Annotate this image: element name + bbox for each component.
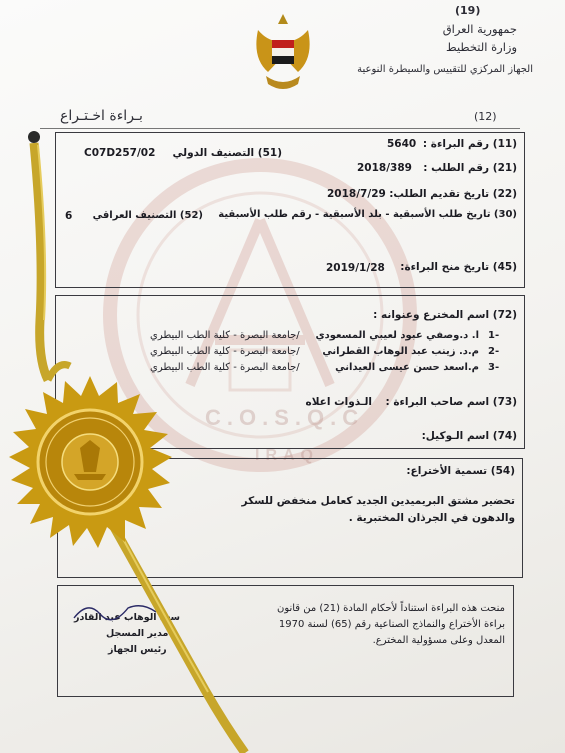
- header-ministry: وزارة التخطيط: [446, 40, 517, 54]
- intl-class-label: (51) التصنيف الدولي: [172, 147, 282, 159]
- inventor-1-name: ا. د.وصفي عبود لعيبي المسعودي: [315, 330, 479, 341]
- signature-name: سعد الوهاب عبد القادر: [74, 612, 181, 623]
- watermark-text: C.O.S.Q.C: [205, 405, 365, 430]
- filing-date-label: (22) تاريخ تقديم الطلب:: [389, 188, 517, 200]
- application-number: 2018/389: [357, 162, 412, 174]
- inventor-3-number: -3: [488, 362, 500, 373]
- priority-line: (30) تاريخ طلب الأسبقية - بلد الأسبقية - رقم طلب الأسبقية: [218, 209, 517, 220]
- document-title: بـراءة اخـتـراع: [60, 108, 143, 124]
- filing-date: 2018/7/29: [327, 188, 386, 200]
- invention-title-line-1: تحضير مشتق البريميدين الجديد كعامل منخفض للسكر: [241, 495, 515, 507]
- intl-class: C07D257/02: [84, 147, 156, 159]
- iraqi-class-label: (52) التصنيف العراقي: [92, 210, 203, 221]
- owner-value: الـذوات اعلاه: [305, 396, 372, 408]
- application-number-label: (21) رقم الطلب :: [423, 162, 517, 174]
- grant-text-line-2: براءة الأختراع والنماذج الصناعية رقم (65) لسنة 1970: [278, 619, 505, 630]
- owner-label: (73) اسم صاحب البراءة :: [385, 396, 517, 408]
- document-code: (12): [474, 110, 497, 123]
- inventor-2-address: /جامعة البصرة - كلية الطب البيطري: [150, 346, 300, 357]
- iraqi-class: 6: [65, 210, 73, 222]
- grant-text-line-3: المعدل وعلى مسؤولية المخترع.: [372, 635, 505, 646]
- inventors-label: (72) اسم المخترع وعنوانه :: [373, 309, 517, 321]
- watermark-subtext: IRAQ: [255, 447, 319, 464]
- signature-title-2: رئيس الجهاز: [108, 644, 167, 655]
- patent-number-label: (11) رقم البراءة :: [422, 138, 517, 150]
- grant-date-label: (45) تاريخ منح البراءة:: [400, 261, 517, 273]
- inventor-2-name: م.د. زينب عبد الوهاب القطراني: [322, 346, 479, 357]
- invention-title-label: (54) تسمية الأختراع:: [406, 465, 515, 477]
- grant-text-line-1: منحت هذه البراءة استناداً لأحكام المادة (21) من قانون: [276, 603, 505, 614]
- page-number: (19): [455, 4, 481, 17]
- gold-seal: [0, 372, 180, 552]
- inventor-3-name: م.اسعد حسن عيسى العيداني: [335, 362, 479, 373]
- inventor-1-number: -1: [488, 330, 500, 341]
- grant-date: 2019/1/28: [326, 262, 385, 274]
- header-agency: الجهاز المركزي للتقييس والسيطرة النوعية: [357, 64, 533, 75]
- inventor-1-address: /جامعة البصرة - كلية الطب البيطري: [150, 330, 300, 341]
- patent-number: 5640: [387, 138, 417, 150]
- invention-title-line-2: والدهون في الجرذان المختبرية .: [348, 512, 515, 524]
- inventor-3-address: /جامعة البصرة - كلية الطب البيطري: [150, 362, 300, 373]
- inventor-2-number: -2: [488, 346, 500, 357]
- header-country: جمهورية العراق: [442, 22, 517, 36]
- agent-label: (74) اسم الـوكيل:: [421, 430, 517, 442]
- signature-title-1: مدير المسجل: [106, 628, 169, 639]
